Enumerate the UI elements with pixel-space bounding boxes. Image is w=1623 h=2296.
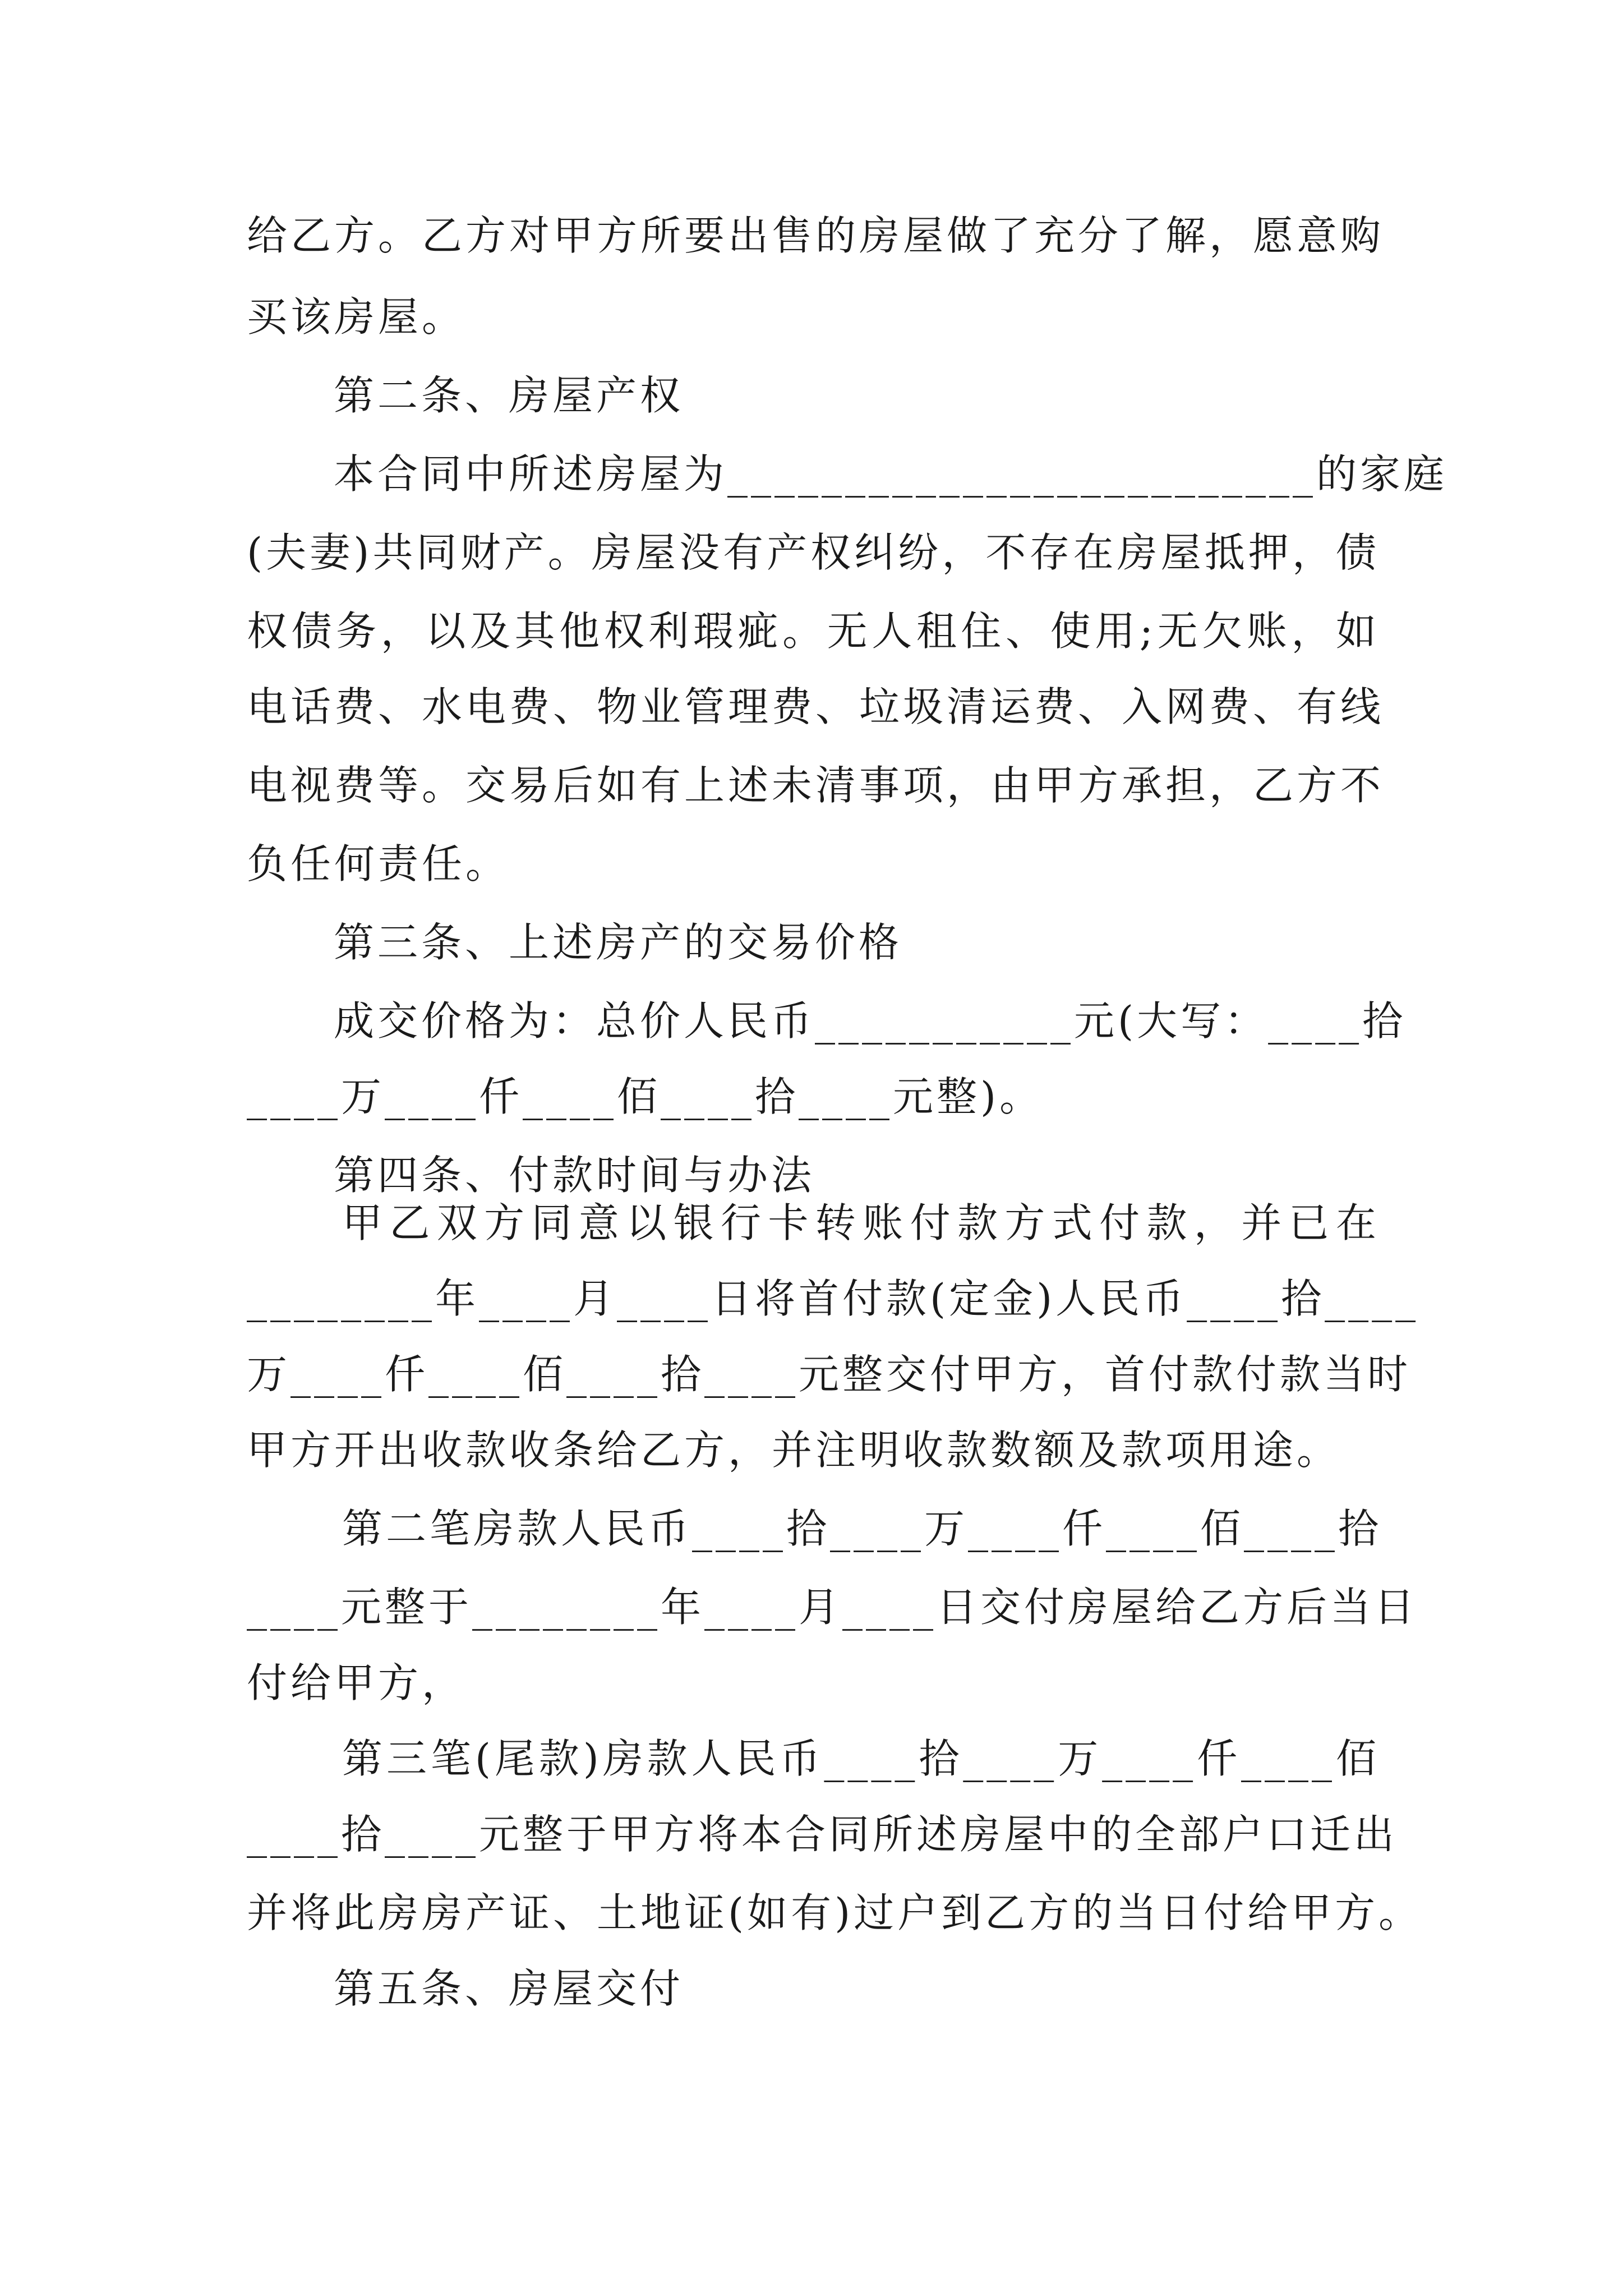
paragraph-line: ____拾____元整于甲方将本合同所述房屋中的全部户口迁出 [247, 1811, 1398, 1858]
section-heading-3: 第三条、上述房产的交易价格 [334, 919, 903, 966]
paragraph-line: 电话费、水电费、物业管理费、垃圾清运费、入网费、有线 [247, 683, 1385, 730]
section-heading-4: 第四条、付款时间与办法 [334, 1152, 815, 1199]
paragraph-line: 付给甲方， [247, 1659, 466, 1706]
section-heading-5: 第五条、房屋交付 [334, 1965, 684, 2012]
paragraph-line: 负任何责任。 [247, 840, 510, 887]
paragraph-line: 并将此房房产证、土地证(如有)过户到乙方的当日付给甲方。 [247, 1889, 1423, 1936]
paragraph-line: 给乙方。乙方对甲方所要出售的房屋做了充分了解，愿意购 [247, 212, 1385, 259]
paragraph-line: 成交价格为：总价人民币___________元(大写：____拾 [334, 997, 1407, 1045]
paragraph-line: ____万____仟____佰____拾____元整)。 [247, 1073, 1044, 1120]
paragraph-line: 第二笔房款人民币____拾____万____仟____佰____拾 [342, 1505, 1382, 1552]
section-heading-2: 第二条、房屋产权 [334, 372, 684, 419]
paragraph-line: 万____仟____佰____拾____元整交付甲方，首付款付款当时 [247, 1351, 1412, 1398]
paragraph-line: ________年____月____日将首付款(定金)人民币____拾____ [247, 1275, 1419, 1322]
paragraph-line: (夫妻)共同财产。房屋没有产权纠纷，不存在房屋抵押，债 [247, 529, 1380, 576]
paragraph-line: 甲方开出收款收条给乙方，并注明收款数额及款项用途。 [247, 1427, 1341, 1474]
paragraph-line: ____元整于________年____月____日交付房屋给乙方后当日 [247, 1584, 1418, 1631]
paragraph-line: 甲乙双方同意以银行卡转账付款方式付款，并已在 [342, 1199, 1380, 1246]
paragraph-line: 权债务，以及其他权利瑕疵。无人租住、使用;无欠账，如 [247, 608, 1380, 655]
paragraph-line: 第三笔(尾款)房款人民币____拾____万____仟____佰 [342, 1735, 1380, 1782]
paragraph-line: 本合同中所述房屋为_________________________的家庭 [334, 450, 1448, 498]
paragraph-line: 电视费等。交易后如有上述未清事项，由甲方承担，乙方不 [247, 762, 1385, 809]
paragraph-line: 买该房屋。 [247, 293, 466, 341]
